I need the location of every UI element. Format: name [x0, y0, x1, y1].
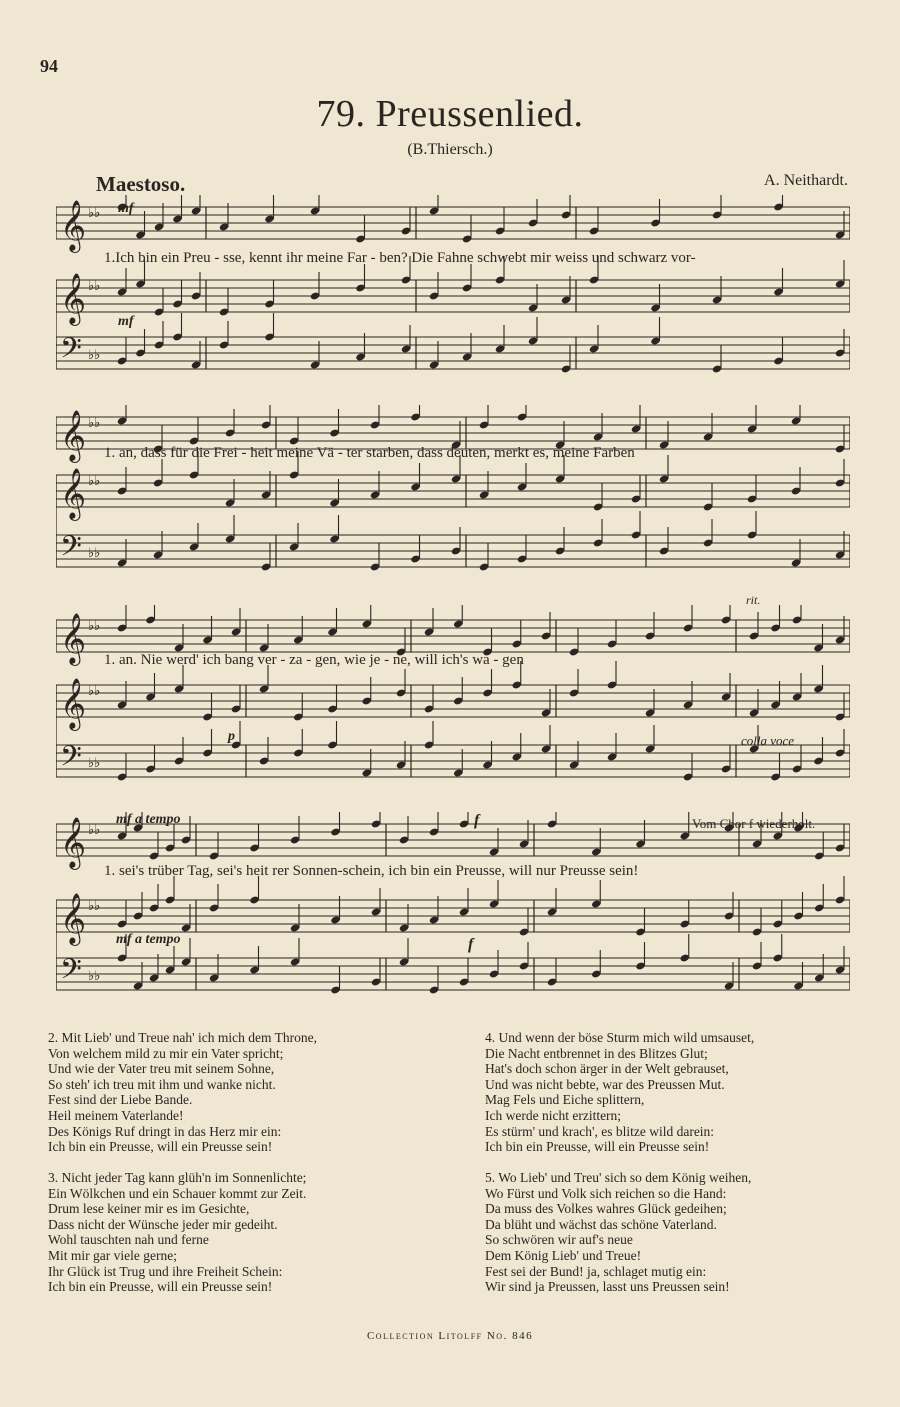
verse-line: Hat's doch schon ärger in der Welt gebrauset, — [485, 1061, 729, 1077]
bass-clef-icon: 𝄢 — [60, 530, 82, 570]
bass-clef-icon: 𝄢 — [60, 332, 82, 372]
treble-clef-icon: 𝄞 — [60, 678, 87, 729]
flat-icon: ♭♭ — [88, 899, 101, 914]
chorus-note: Vom Chor f wiederholt. — [692, 816, 816, 831]
dynamic-mark: mf — [118, 314, 134, 329]
verse-line: Wohl tauschten nah und ferne — [48, 1232, 209, 1248]
song-title: 79. Preussenlied. — [316, 93, 584, 135]
verse-line: Drum lese keiner mir es im Gesichte, — [48, 1201, 250, 1217]
lyrics-line: 1.Ich bin ein Preu - sse, kennt ihr meine Far - ben? Die Fahne schwebt mir weiss und schwarz vor- — [104, 250, 696, 266]
treble-clef-icon: 𝄞 — [60, 410, 87, 461]
dynamic-mark: mf a tempo — [116, 812, 181, 827]
score-system-3 — [56, 605, 850, 800]
verse-5 — [485, 1170, 875, 1295]
lyrics-line: 1. sei's trüber Tag, sei's heit rer Sonnen-schein, ich bin ein Preusse, will nur Preusse sein! — [104, 863, 639, 879]
verse-line: Ihr Glück ist Trug und ihre Freiheit Schein: — [48, 1263, 283, 1279]
verse-line: Ich bin ein Preusse, will ein Preusse sein! — [485, 1139, 710, 1155]
verse-line: 3. Nicht jeder Tag kann glüh'n im Sonnenlichte; — [48, 1170, 307, 1185]
treble-clef-icon: 𝄞 — [60, 200, 87, 251]
bass-clef-icon: 𝄢 — [60, 740, 82, 780]
tempo-marking: Maestoso. — [96, 172, 186, 196]
flat-icon: ♭♭ — [88, 348, 101, 363]
verse-line: Mag Fels und Eiche splittern, — [485, 1092, 645, 1108]
dynamic-mark: p — [228, 729, 235, 744]
verse-line: So steh' ich treu mit ihm und wanke nicht. — [48, 1076, 276, 1092]
bass-clef-icon: 𝄢 — [60, 953, 82, 993]
verse-line: Ich werde nicht erzittern; — [485, 1107, 622, 1123]
treble-clef-icon: 𝄞 — [60, 893, 87, 944]
music-system-1 — [56, 195, 850, 390]
lyrics-line: 1. an, dass für die Frei - heit meine Vä - ter starben, dass deuten, merkt es, meine Farben — [104, 445, 635, 461]
verse-line: Wir sind ja Preussen, lasst uns Preussen sein! — [485, 1279, 730, 1295]
treble-clef-icon: 𝄞 — [60, 817, 87, 868]
flat-icon: ♭♭ — [88, 969, 101, 984]
verse-2 — [48, 1030, 438, 1155]
verse-line: Heil meinem Vaterlande! — [48, 1107, 184, 1123]
flat-icon: ♭♭ — [88, 206, 101, 221]
verse-line: Und wie der Vater treu mit seinem Sohne, — [48, 1061, 275, 1077]
verse-line: Dem König Lieb' und Treue! — [485, 1247, 642, 1263]
verse-line: Mit mir gar viele gerne; — [48, 1247, 177, 1263]
verse-line: Wo Fürst und Volk sich reichen so die Hand: — [485, 1185, 727, 1201]
treble-clef-icon: 𝄞 — [60, 273, 87, 324]
verse-line: Fest sind der Liebe Bande. — [48, 1092, 193, 1108]
verse-line: Ich bin ein Preusse, will ein Preusse sein! — [48, 1139, 273, 1155]
verse-line: 4. Und wenn der böse Sturm mich wild umsauset, — [485, 1030, 755, 1045]
verse-line: Ich bin ein Preusse, will ein Preusse sein! — [48, 1279, 273, 1295]
dynamic-mark: mf a tempo — [116, 932, 181, 947]
verse-line: Ein Wölkchen und ein Schauer kommt zur Zeit. — [48, 1185, 307, 1201]
verse-line: Von welchem mild zu mir ein Vater spricht; — [48, 1045, 284, 1061]
verse-line: Die Nacht entbrennet in des Blitzes Glut; — [485, 1045, 708, 1061]
dynamic-mark: mf — [118, 201, 134, 216]
flat-icon: ♭♭ — [88, 684, 101, 699]
verse-line: 5. Wo Lieb' und Treu' sich so dem König weihen, — [485, 1170, 752, 1185]
lyricist: (B.Thiersch.) — [407, 141, 493, 158]
score-system-4 — [56, 812, 850, 1012]
verse-line: Und was nicht bebte, war des Preussen Mut. — [485, 1076, 725, 1092]
score-system-2 — [56, 405, 850, 595]
verse-line: So schwören wir auf's neue — [485, 1232, 633, 1248]
flat-icon: ♭♭ — [88, 546, 101, 561]
treble-clef-icon: 𝄞 — [60, 613, 87, 664]
composer: A. Neithardt. — [764, 172, 848, 189]
verse-line: Dass nicht der Wünsche jeder mir gedeiht. — [48, 1216, 278, 1232]
music-system-4 — [56, 812, 850, 1012]
dynamic-mark: f — [468, 936, 474, 953]
verse-line: Es stürm' und krach', es blitze wild darein: — [485, 1123, 715, 1139]
flat-icon: ♭♭ — [88, 756, 101, 771]
verse-3 — [48, 1170, 438, 1295]
dynamic-mark: f — [474, 812, 480, 829]
music-system-3 — [56, 593, 850, 800]
ritardando-mark: rit. — [746, 593, 761, 607]
flat-icon: ♭♭ — [88, 823, 101, 838]
flat-icon: ♭♭ — [88, 619, 101, 634]
verse-4 — [485, 1030, 875, 1155]
flat-icon: ♭♭ — [88, 279, 101, 294]
verse-line: Da blüht und wächst das schöne Vaterland. — [485, 1216, 717, 1232]
verse-line: Fest sei der Bund! ja, schlaget mutig ein: — [485, 1263, 707, 1279]
score-system-1 — [56, 195, 850, 390]
verse-line: 2. Mit Lieb' und Treue nah' ich mich dem Throne, — [48, 1030, 317, 1045]
verse-line: Des Königs Ruf dringt in das Herz mir ein: — [48, 1123, 282, 1139]
flat-icon: ♭♭ — [88, 474, 101, 489]
colla-voce-mark: colla voce — [741, 733, 795, 748]
music-system-2 — [56, 405, 850, 595]
lyrics-line: 1. an. Nie werd' ich bang ver - za - gen, wie je - ne, will ich's wa - gen — [104, 652, 524, 668]
flat-icon: ♭♭ — [88, 416, 101, 431]
treble-clef-icon: 𝄞 — [60, 468, 87, 519]
page-number: 94 — [40, 56, 58, 76]
collection-footer: Collection Litolff No. 846 — [366, 1330, 534, 1342]
verse-line: Da muss des Volkes wahres Glück gedeihen; — [485, 1201, 727, 1217]
